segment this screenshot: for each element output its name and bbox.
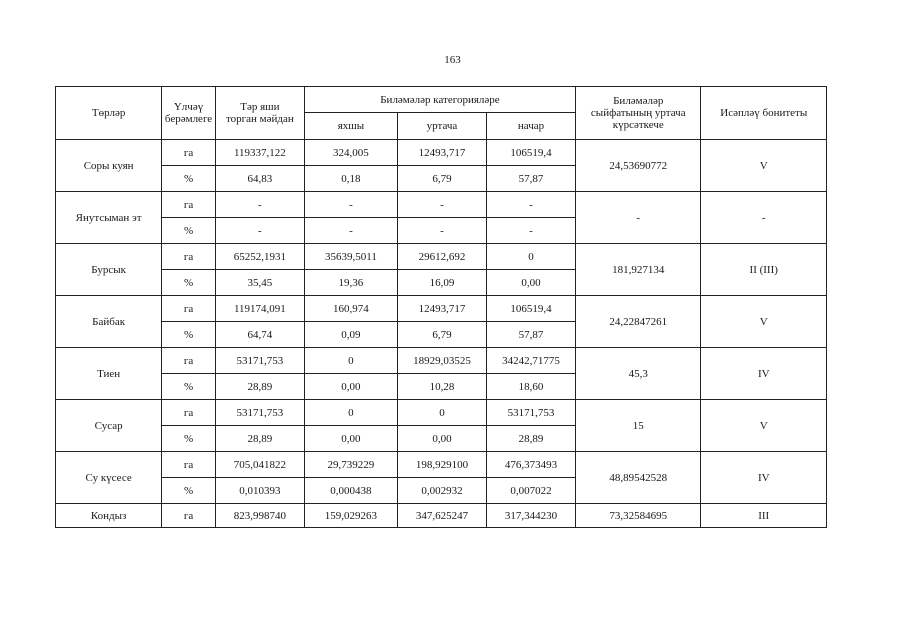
good-cell: 35639,5011 [304,244,397,270]
poor-cell: 0,00 [487,270,576,296]
good-cell: 0,00 [304,426,397,452]
medium-cell: 347,625247 [397,504,486,528]
unit-cell: % [162,426,216,452]
species-name: Байбак [56,296,162,348]
medium-cell: 6,79 [397,166,486,192]
header-quality-line1: Биләмәләр [613,95,664,107]
area-cell: 28,89 [215,374,304,400]
poor-cell: - [487,218,576,244]
medium-cell: 198,929100 [397,452,486,478]
area-cell: 119337,122 [215,140,304,166]
good-cell: 0,18 [304,166,397,192]
header-categories: Биләмәләр категорияләре [304,87,575,113]
area-cell: - [215,192,304,218]
unit-cell: га [162,452,216,478]
poor-cell: 28,89 [487,426,576,452]
area-cell: 823,998740 [215,504,304,528]
unit-cell: % [162,270,216,296]
good-cell: 0,00 [304,374,397,400]
area-cell: 53171,753 [215,348,304,374]
bonitet-cell: V [701,140,827,192]
good-cell: 29,739229 [304,452,397,478]
header-species: Төрләр [56,87,162,140]
bonitet-cell: V [701,400,827,452]
bonitet-cell: - [701,192,827,244]
good-cell: 160,974 [304,296,397,322]
unit-cell: % [162,322,216,348]
quality-cell: - [576,192,701,244]
quality-cell: 24,53690772 [576,140,701,192]
species-name: Соры куян [56,140,162,192]
header-medium: уртача [397,113,486,140]
poor-cell: 106519,4 [487,296,576,322]
area-cell: 64,74 [215,322,304,348]
poor-cell: - [487,192,576,218]
medium-cell: 0 [397,400,486,426]
table-body [56,140,827,504]
table-row [56,452,827,478]
bonitet-cell: II (III) [701,244,827,296]
unit-cell: % [162,374,216,400]
species-name: Кондыз [56,504,162,528]
poor-cell: 0,007022 [487,478,576,504]
quality-cell: 181,927134 [576,244,701,296]
area-cell: 64,83 [215,166,304,192]
bonitet-cell: III [701,504,827,528]
unit-cell: га [162,296,216,322]
area-cell: 35,45 [215,270,304,296]
header-quality [576,87,701,140]
unit-cell: га [162,192,216,218]
medium-cell: 6,79 [397,322,486,348]
species-name: Сусар [56,400,162,452]
species-habitat-table [55,86,827,528]
quality-cell: 48,89542528 [576,452,701,504]
bonitet-cell: V [701,296,827,348]
species-name: Тиен [56,348,162,400]
medium-cell: - [397,218,486,244]
quality-cell: 15 [576,400,701,452]
poor-cell: 106519,4 [487,140,576,166]
poor-cell: 34242,71775 [487,348,576,374]
header-quality-line2: сыйфатының уртача [590,107,686,119]
medium-cell: 0,00 [397,426,486,452]
good-cell: - [304,192,397,218]
area-cell: 0,010393 [215,478,304,504]
unit-cell: % [162,166,216,192]
header-good: яхшы [304,113,397,140]
table-row [56,400,827,426]
species-name: Бурсык [56,244,162,296]
area-cell: 65252,1931 [215,244,304,270]
good-cell: 324,005 [304,140,397,166]
area-cell: 119174,091 [215,296,304,322]
poor-cell: 317,344230 [487,504,576,528]
unit-cell: % [162,218,216,244]
good-cell: 159,029263 [304,504,397,528]
table-row [56,244,827,270]
bonitet-cell: IV [701,348,827,400]
area-cell: 705,041822 [215,452,304,478]
header-unit-line1: Үлчәү [173,101,204,113]
poor-cell: 57,87 [487,166,576,192]
area-cell: 53171,753 [215,400,304,426]
header-area [215,87,304,140]
species-name: Янутсыман эт [56,192,162,244]
table-row [56,348,827,374]
unit-cell: % [162,478,216,504]
header-area-line2: торган мәйдан [225,113,294,125]
good-cell: 0 [304,400,397,426]
unit-cell: га [162,400,216,426]
area-cell: 28,89 [215,426,304,452]
table-row [56,192,827,218]
medium-cell: 12493,717 [397,296,486,322]
good-cell: 0,000438 [304,478,397,504]
medium-cell: - [397,192,486,218]
medium-cell: 29612,692 [397,244,486,270]
quality-cell: 24,22847261 [576,296,701,348]
unit-cell: га [162,348,216,374]
good-cell: 0 [304,348,397,374]
poor-cell: 18,60 [487,374,576,400]
unit-cell: га [162,244,216,270]
table-row-last [56,504,827,528]
table-row [56,140,827,166]
header-unit-line2: берәмлеге [164,113,213,125]
medium-cell: 0,002932 [397,478,486,504]
unit-cell: га [162,140,216,166]
header-row-1 [56,87,827,113]
quality-cell: 73,32584695 [576,504,701,528]
quality-cell: 45,3 [576,348,701,400]
good-cell: - [304,218,397,244]
header-area-line1: Тәр яши [240,101,280,113]
bonitet-cell: IV [701,452,827,504]
header-bonitet: Исәпләү бонитеты [701,87,827,140]
header-unit [162,87,216,140]
table-row [56,296,827,322]
unit-cell: га [162,504,216,528]
page-number: 163 [444,54,461,66]
species-name: Су күсесе [56,452,162,504]
medium-cell: 12493,717 [397,140,486,166]
header-quality-line3: күрсәткече [612,119,664,131]
poor-cell: 53171,753 [487,400,576,426]
poor-cell: 57,87 [487,322,576,348]
poor-cell: 476,373493 [487,452,576,478]
header-poor: начар [487,113,576,140]
good-cell: 0,09 [304,322,397,348]
good-cell: 19,36 [304,270,397,296]
poor-cell: 0 [487,244,576,270]
medium-cell: 16,09 [397,270,486,296]
medium-cell: 18929,03525 [397,348,486,374]
medium-cell: 10,28 [397,374,486,400]
area-cell: - [215,218,304,244]
